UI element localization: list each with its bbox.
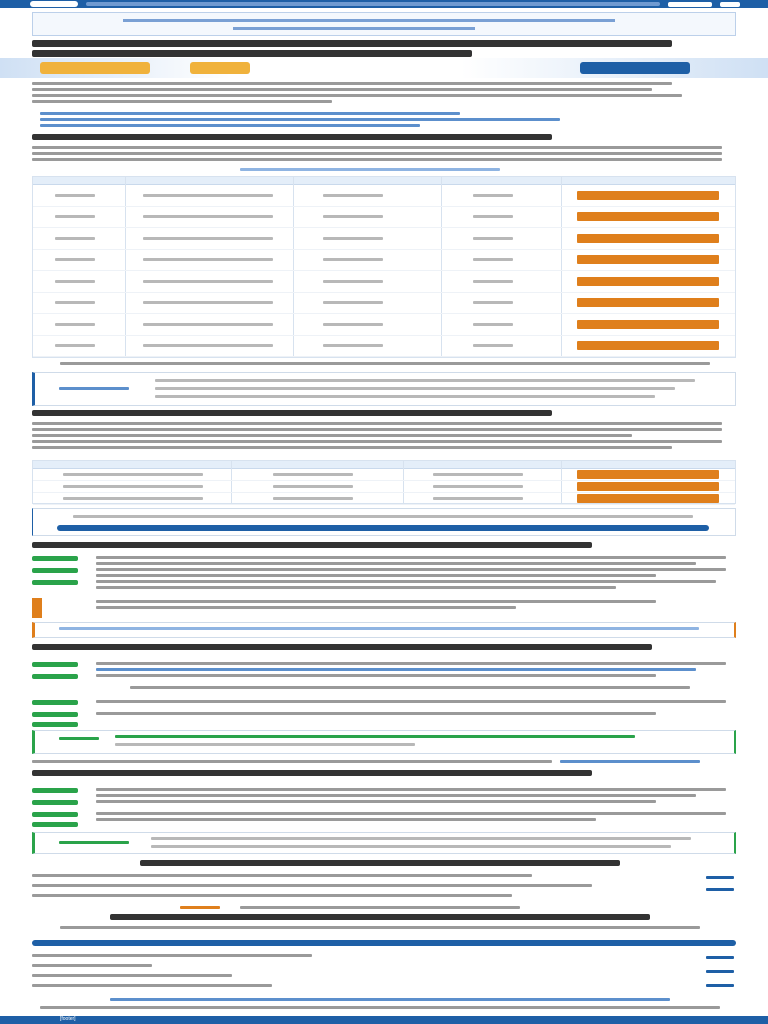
- related-link[interactable]: [32, 974, 232, 977]
- table-cell: [55, 194, 95, 197]
- toc-link[interactable]: [40, 124, 420, 127]
- row-action-button[interactable]: [577, 470, 719, 479]
- row-action-button[interactable]: [577, 277, 719, 286]
- menu-icon[interactable]: [720, 2, 740, 7]
- callout-text: [155, 379, 695, 382]
- step-text: [96, 606, 516, 609]
- step-text: [96, 712, 656, 715]
- table-cell: [143, 280, 273, 283]
- step-text: [96, 586, 616, 589]
- page-title: [32, 50, 472, 57]
- callout-text: [151, 837, 691, 840]
- rating-title: [110, 914, 650, 920]
- section-text: [32, 428, 722, 431]
- faq-question[interactable]: [32, 884, 592, 887]
- row-action-button[interactable]: [577, 482, 719, 491]
- table-note: [60, 362, 710, 365]
- related-link[interactable]: [32, 964, 152, 967]
- footer-label: [footer]: [60, 1016, 76, 1022]
- table-cell: [63, 485, 203, 488]
- table-row: [33, 228, 735, 250]
- section-heading: [32, 770, 592, 776]
- callout-text: [59, 627, 699, 630]
- section-heading: [32, 410, 552, 416]
- table-cell: [55, 344, 95, 347]
- table-cell: [323, 344, 383, 347]
- step-text: [96, 700, 726, 703]
- callout-text: [151, 845, 671, 848]
- site-logo[interactable]: [30, 1, 78, 7]
- row-action-button[interactable]: [577, 191, 719, 200]
- table-cell: [323, 258, 383, 261]
- step-text: [96, 562, 696, 565]
- table-cell: [473, 237, 513, 240]
- table-cell: [433, 497, 523, 500]
- intro-text: [32, 100, 332, 103]
- intro-text: [32, 88, 652, 91]
- step-text: [96, 600, 656, 603]
- table-cell: [473, 323, 513, 326]
- info-callout: [32, 372, 736, 406]
- faq-question[interactable]: [32, 874, 532, 877]
- rating-button[interactable]: [32, 940, 736, 946]
- table-cell: [55, 237, 95, 240]
- section-text: [32, 422, 722, 425]
- data-table: [32, 460, 736, 504]
- toc-link[interactable]: [40, 118, 560, 121]
- intro-text: [32, 82, 672, 85]
- related-link[interactable]: [32, 954, 312, 957]
- step-text: [96, 556, 726, 559]
- rating-text: [60, 926, 700, 929]
- table-cell: [273, 473, 353, 476]
- callout-text: [155, 387, 675, 390]
- table-cell: [143, 258, 273, 261]
- table-row: [33, 314, 735, 336]
- table-header: [33, 461, 735, 469]
- table-cell: [323, 301, 383, 304]
- step-text: [96, 794, 696, 797]
- banner-graphic: [40, 62, 150, 74]
- notice-line[interactable]: [233, 27, 475, 30]
- table-cell: [55, 280, 95, 283]
- table-row: [33, 293, 735, 315]
- table-cell: [55, 301, 95, 304]
- table-cell: [63, 473, 203, 476]
- footer-text: [40, 1006, 720, 1009]
- warning-callout: [32, 622, 736, 638]
- row-action-button[interactable]: [577, 212, 719, 221]
- table-cell: [55, 215, 95, 218]
- section-heading: [32, 542, 592, 548]
- site-header: [30, 0, 740, 8]
- table-row: [33, 207, 735, 229]
- callout-text: [155, 395, 655, 398]
- rating-text: [240, 906, 520, 909]
- table-cell: [323, 215, 383, 218]
- notice-line: [123, 19, 615, 22]
- table-cell: [433, 485, 523, 488]
- step-text: [96, 788, 726, 791]
- table-row: [33, 481, 735, 493]
- main-nav[interactable]: [86, 2, 660, 6]
- chevron-down-icon[interactable]: [706, 984, 734, 987]
- table-cell: [473, 280, 513, 283]
- section-text: [32, 146, 722, 149]
- table-cell: [55, 258, 95, 261]
- cta-button[interactable]: [57, 525, 709, 531]
- table-cell: [473, 215, 513, 218]
- section-text: [32, 158, 722, 161]
- banner-graphic: [580, 62, 690, 74]
- info-icon: [59, 387, 129, 390]
- table-cell: [63, 497, 203, 500]
- chevron-down-icon[interactable]: [706, 876, 734, 879]
- section-text: [32, 434, 632, 437]
- inline-link[interactable]: [560, 760, 700, 763]
- table-cell: [323, 323, 383, 326]
- row-action-button[interactable]: [577, 320, 719, 329]
- search-button[interactable]: [668, 2, 712, 7]
- tip-icon: [59, 841, 129, 844]
- table-cell: [143, 194, 273, 197]
- page-title: [32, 40, 672, 47]
- section-heading: [32, 644, 652, 650]
- tip-callout: [32, 832, 736, 854]
- section-text: [32, 440, 722, 443]
- step-text: [96, 674, 656, 677]
- step-marker: [32, 598, 42, 618]
- step-text: [96, 568, 726, 571]
- callout-text: [115, 735, 635, 738]
- rating-icon[interactable]: [180, 906, 220, 909]
- intro-text: [32, 94, 682, 97]
- table-cell: [433, 473, 523, 476]
- table-cell: [473, 344, 513, 347]
- footer-link[interactable]: [110, 998, 670, 1001]
- row-action-button[interactable]: [577, 341, 719, 350]
- toc-link[interactable]: [40, 112, 460, 115]
- hero-banner: [0, 58, 768, 78]
- table-row: [33, 493, 735, 505]
- tip-icon: [59, 737, 99, 740]
- table-row: [33, 185, 735, 207]
- row-action-button[interactable]: [577, 255, 719, 264]
- step-text: [96, 662, 726, 665]
- table-row: [33, 250, 735, 272]
- banner-graphic: [190, 62, 250, 74]
- cta-text: [73, 515, 693, 518]
- table-caption: [240, 168, 500, 171]
- callout-text: [115, 743, 415, 746]
- chevron-down-icon[interactable]: [706, 888, 734, 891]
- table-cell: [143, 301, 273, 304]
- step-text: [130, 686, 690, 689]
- section-text: [32, 446, 672, 449]
- table-row: [33, 336, 735, 358]
- chevron-down-icon[interactable]: [706, 970, 734, 973]
- row-action-button[interactable]: [577, 494, 719, 503]
- tip-callout: [32, 730, 736, 754]
- chevron-down-icon[interactable]: [706, 956, 734, 959]
- table-row: [33, 271, 735, 293]
- table-cell: [473, 194, 513, 197]
- table-cell: [273, 497, 353, 500]
- section-text: [32, 152, 722, 155]
- faq-heading: [140, 860, 620, 866]
- table-cell: [55, 323, 95, 326]
- step-text: [96, 818, 596, 821]
- table-cell: [473, 258, 513, 261]
- data-table: [32, 176, 736, 358]
- table-row: [33, 469, 735, 481]
- step-link[interactable]: [96, 668, 696, 671]
- table-cell: [143, 344, 273, 347]
- section-heading: [32, 134, 552, 140]
- table-cell: [143, 237, 273, 240]
- table-header: [33, 177, 735, 185]
- table-cell: [323, 237, 383, 240]
- section-text: [32, 760, 552, 763]
- table-cell: [143, 215, 273, 218]
- table-cell: [473, 301, 513, 304]
- related-link[interactable]: [32, 984, 272, 987]
- table-cell: [323, 194, 383, 197]
- faq-question[interactable]: [32, 894, 512, 897]
- step-text: [96, 580, 716, 583]
- step-text: [96, 800, 656, 803]
- table-cell: [273, 485, 353, 488]
- table-cell: [323, 280, 383, 283]
- table-cell: [143, 323, 273, 326]
- footer-bar: [0, 1016, 768, 1024]
- row-action-button[interactable]: [577, 234, 719, 243]
- step-text: [96, 574, 656, 577]
- notice-box: [32, 12, 736, 36]
- cta-box: [32, 508, 736, 536]
- row-action-button[interactable]: [577, 298, 719, 307]
- step-text: [96, 812, 726, 815]
